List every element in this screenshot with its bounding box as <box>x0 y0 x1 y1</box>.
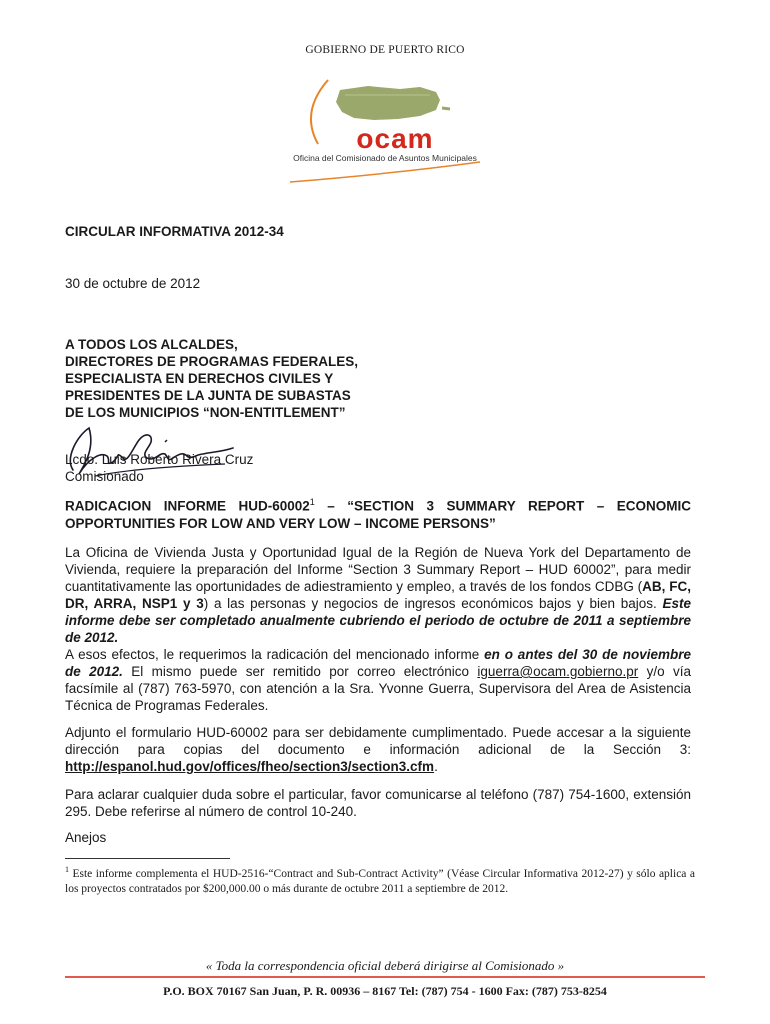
ocam-logo <box>270 62 510 192</box>
addressee-line: ESPECIALISTA EN DERECHOS CIVILES Y <box>65 371 334 386</box>
deadline-emphasis: en o antes del 30 de noviembre de 2012. <box>65 647 691 679</box>
email-link[interactable]: iguerra@ocam.gobierno.pr <box>477 664 639 679</box>
subject-line <box>65 494 691 532</box>
footnote-text: Este informe complementa el HUD-2516-“Contract and Sub-Contract Activity” (Véase Circular Informativa 2012-27) y sólo aplica a los proyectos contratados por $200,000.00 o más durante de octubre 2011 a septiembre de 2012. <box>65 867 695 895</box>
funds-list: AB, FC, DR, ARRA, NSP1 y 3 <box>65 579 691 611</box>
footnote-divider <box>65 858 230 859</box>
paragraph-report-requirement <box>65 544 691 646</box>
addressee-line: DE LOS MUNICIPIOS “NON-ENTITLEMENT” <box>65 405 346 420</box>
footer-address: P.O. BOX 70167 San Juan, P. R. 00936 – 8167 Tel: (787) 754 - 1600 Fax: (787) 753-8254 <box>163 984 607 998</box>
hud-link[interactable]: http://espanol.hud.gov/offices/fheo/section3/section3.cfm <box>65 759 435 774</box>
paragraph-text: El mismo puede ser remitido por correo electrónico <box>122 664 478 679</box>
subject-part: – “SECTION 3 SUMMARY REPORT – ECONOMIC OPPORTUNITIES FOR LOW AND VERY LOW – INCOME PERSONS” <box>65 498 692 531</box>
footer-divider <box>65 976 705 978</box>
footnote-reference: 1 <box>309 497 315 507</box>
footnote <box>65 862 695 897</box>
logo-text: ocam <box>356 123 434 154</box>
subject-part: RADICACION INFORME HUD-60002 <box>65 498 310 514</box>
paragraph-contact: Para aclarar cualquier duda sobre el particular, favor comunicarse al teléfono (787) 754-1600, extensión 295. Debe referirse al número de control 10-240. <box>65 787 691 819</box>
government-title: GOBIERNO DE PUERTO RICO <box>305 44 465 56</box>
circular-title: CIRCULAR INFORMATIVA 2012-34 <box>65 224 284 239</box>
paragraph-deadline <box>65 646 691 714</box>
signer-name: Lcdo. Luis Roberto Rivera Cruz <box>65 452 254 467</box>
addressee-line: A TODOS LOS ALCALDES, <box>65 337 238 352</box>
circular-date: 30 de octubre de 2012 <box>65 276 201 291</box>
attachments-label: Anejos <box>65 830 107 845</box>
paragraph-text: y/o vía facsímile al (787) 763-5970, con atención a la Sra. Yvonne Guerra, Supervisora del Area de Asistencia Técnica de Programas Federales. <box>65 664 691 713</box>
signer-title: Comisionado <box>65 469 144 484</box>
paragraph-text: Adjunto el formulario HUD-60002 para ser debidamente cumplimentado. Puede accesar a la siguiente dirección para copias del documento e información adicional de la Sección 3: <box>65 725 691 757</box>
puerto-rico-island-icon <box>270 62 510 192</box>
paragraph-text: La Oficina de Vivienda Justa y Oportunidad Igual de la Región de Nueva York del Departamento de Vivienda, requiere la preparación del Informe “Section 3 Summary Report – HUD 60002”, para medir cuantitativamente las oportunidades de adiestramiento y empleo, a través de los fondos CDBG ( <box>65 545 691 594</box>
footer-motto: « Toda la correspondencia oficial deberá dirigirse al Comisionado » <box>205 958 565 973</box>
period-emphasis: Este informe debe ser completado anualmente cubriendo el periodo de octubre de 2011 a septiembre de 2012. <box>65 596 692 645</box>
paragraph-attachment <box>65 724 691 775</box>
addressee-line: PRESIDENTES DE LA JUNTA DE SUBASTAS <box>65 388 351 403</box>
footnote-mark: 1 <box>65 865 69 874</box>
paragraph-text: A esos efectos, le requerimos la radicación del mencionado informe <box>65 647 485 662</box>
addressee-block <box>65 336 358 421</box>
paragraph-text: ) a las personas y negocios de ingresos económicos bajos y bien bajos. <box>203 596 663 611</box>
paragraph-text: . <box>434 759 438 774</box>
addressee-line: DIRECTORES DE PROGRAMAS FEDERALES, <box>65 354 359 369</box>
agency-name: Oficina del Comisionado de Asuntos Municipales <box>293 153 477 163</box>
